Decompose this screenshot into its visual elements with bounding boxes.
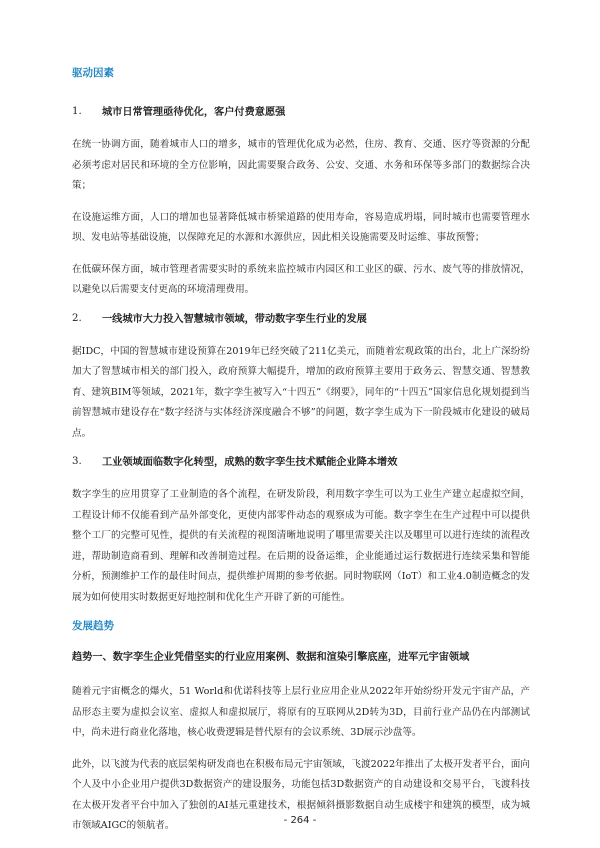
heading-text: 工业领域面临数字化转型，成熟的数字孪生技术赋能企业降本增效 <box>102 456 398 468</box>
section-title-drivers: 驱动因素 <box>72 67 114 79</box>
driver-heading-1 <box>72 105 530 119</box>
heading-text: 城市日常管理亟待优化，客户付费意愿强 <box>102 106 286 118</box>
paragraph: 在设施运维方面，人口的增加也显著降低城市桥梁道路的使用寿命，容易造成坍塌，同时城市也需要管理水坝、发电站等基础设施，以保障充足的水源和水源供应，因此相关设施需要及时运维、事故预警； <box>72 211 530 243</box>
section-title-trends: 发展趋势 <box>72 620 114 632</box>
heading-number: 1. <box>72 106 82 117</box>
paragraph: 在统一协调方面，随着城市人口的增多，城市的管理优化成为必然，住房、教育、交通、医疗等资源的分配必须考虑对居民和环境的全方位影响，因此需要聚合政务、公安、交通、水务和环保等多部门的数据综合决策； <box>72 139 530 191</box>
driver-heading-2 <box>72 312 530 326</box>
paragraph: 随着元宇宙概念的爆火，51 World和优诺科技等上层行业应用企业从2022年开始纷纷开发元宇宙产品，产品形态主要为虚拟会议室、虚拟人和虚拟展厅，将原有的互联网从2D转为3D，目前行业产品仍在内部测试中，尚未进行商业化落地，核心收费逻辑是替代原有的会议系统、3D展示沙盘等。 <box>72 686 530 738</box>
heading-text: 趋势一、数字孪生企业凭借坚实的行业应用案例、数据和渲染引擎底座，进军元宇宙领域 <box>72 651 470 663</box>
paragraph: 在低碳环保方面，城市管理者需要实时的系统来监控城市内园区和工业区的碳、污水、废气等的排放情况，以避免以后需要支付更高的环境清理费用。 <box>72 263 530 295</box>
paragraph: 此外，以飞渡为代表的底层架构研发商也在积极布局元宇宙领域，飞渡2022年推出了太极开发者平台，面向个人及中小企业用户提供3D数据资产的建设服务，功能包括3D数据资产的自动建设和交易平台，飞渡科技在太极开发者平台中加入了独创的AI基元重建技术，根据倾斜摄影数据自动生成楼宇和建筑的模型，成为城市领域AIGC的领航者。 <box>72 758 530 831</box>
heading-number: 3. <box>72 456 82 467</box>
paragraph: 数字孪生的应用贯穿了工业制造的各个流程，在研发阶段，利用数字孪生可以为工业生产建立起虚拟空间，工程设计师不仅能看到产品外部变化，更使内部零件动态的观察成为可能。数字孪生在生产过程中可以提供整个工厂的完整可见性，提供的有关流程的视图清晰地说明了哪里需要关注以及哪里可以进行连续的流程改进，帮助制造商看到、理解和改善制造过程。在后期的设备运维，企业能通过运行数据进行连续采集和智能分析，预测维护工作的最佳时间点，提供维护周期的参考依据。同时物联网（IoT）和工业4.0制造概念的发展为如何使用实时数据更好地控制和优化生产开辟了新的可能性。 <box>72 489 530 603</box>
page-content <box>72 66 530 848</box>
heading-text: 一线城市大力投入智慧城市领域，带动数字孪生行业的发展 <box>102 312 367 325</box>
heading-number: 2. <box>72 312 82 324</box>
page-number: - 264 - <box>283 815 317 826</box>
paragraph: 据IDC，中国的智慧城市建设预算在2019年已经突破了211亿美元，而随着宏观政策的出台，北上广深纷纷加大了智慧城市相关的部门投入，政府预算大幅提升，增加的政府预算主要用于政务云、智慧交通、智慧教育、建筑BIM等领域，2021年，数字孪生被写入“十四五”《纲要》，同年的“十四五”国家信息化规划提到当前智慧城市建设存在“数字经济与实体经济深度融合不够”的问题，数字孪生成为下一阶段城市化建设的破局点。 <box>72 345 530 439</box>
driver-heading-3 <box>72 455 530 469</box>
trend-heading-1 <box>72 650 530 664</box>
